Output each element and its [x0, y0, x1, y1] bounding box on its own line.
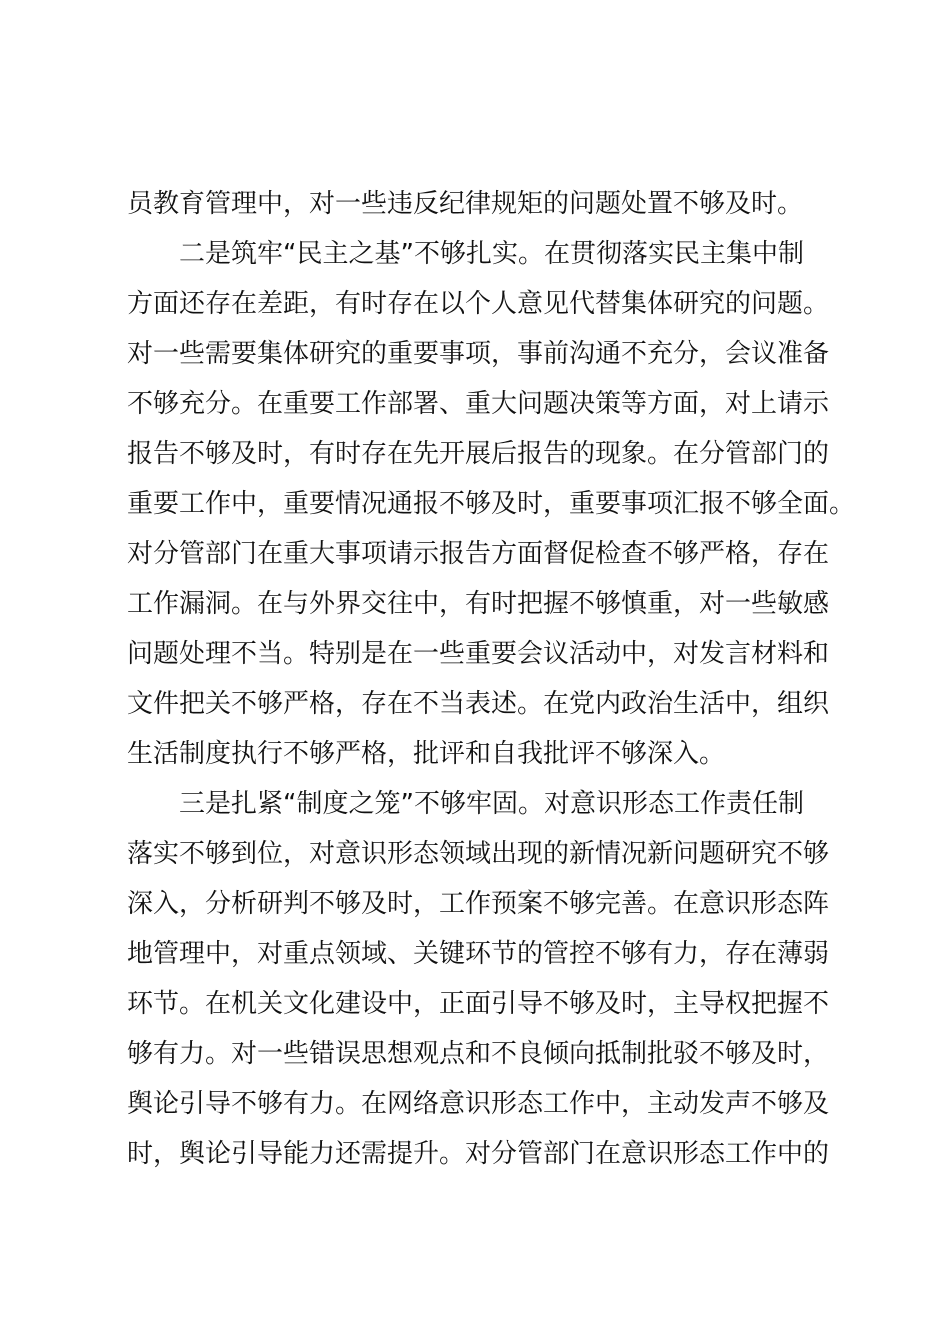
text-line: 重要工作中，重要情况通报不够及时，重要事项汇报不够全面。: [127, 489, 856, 519]
paragraph-start-line: 二是筑牢“民主之基”不够扎实。在贯彻落实民主集中制: [179, 239, 804, 269]
text-line: 舆论引导不够有力。在网络意识形态工作中，主动发声不够及: [127, 1089, 830, 1119]
text-line: 环节。在机关文化建设中，正面引导不够及时，主导权把握不: [127, 989, 830, 1019]
document-body: [127, 179, 856, 1179]
text-line: 文件把关不够严格，存在不当表述。在党内政治生活中，组织: [127, 689, 830, 719]
text-line: 员教育管理中，对一些违反纪律规矩的问题处置不够及时。: [127, 189, 804, 219]
text-line: 问题处理不当。特别是在一些重要会议活动中，对发言材料和: [127, 639, 830, 669]
text-line: 报告不够及时，有时存在先开展后报告的现象。在分管部门的: [127, 439, 830, 469]
text-line: 时，舆论引导能力还需提升。对分管部门在意识形态工作中的: [127, 1139, 830, 1169]
text-line: 深入，分析研判不够及时，工作预案不够完善。在意识形态阵: [127, 889, 830, 919]
text-line: 对一些需要集体研究的重要事项，事前沟通不充分，会议准备: [127, 339, 830, 369]
text-line: 落实不够到位，对意识形态领域出现的新情况新问题研究不够: [127, 839, 830, 869]
paragraph-start-line: 三是扎紧“制度之笼”不够牢固。对意识形态工作责任制: [179, 789, 804, 819]
text-line: 方面还存在差距，有时存在以个人意见代替集体研究的问题。: [127, 289, 830, 319]
text-line: 够有力。对一些错误思想观点和不良倾向抵制批驳不够及时，: [127, 1039, 830, 1069]
text-line: 地管理中，对重点领域、关键环节的管控不够有力，存在薄弱: [127, 939, 830, 969]
text-line: 不够充分。在重要工作部署、重大问题决策等方面，对上请示: [127, 389, 830, 419]
text-line: 生活制度执行不够严格，批评和自我批评不够深入。: [127, 739, 726, 769]
text-line: 对分管部门在重大事项请示报告方面督促检查不够严格，存在: [127, 539, 830, 569]
text-line: 工作漏洞。在与外界交往中，有时把握不够慎重，对一些敏感: [127, 589, 830, 619]
